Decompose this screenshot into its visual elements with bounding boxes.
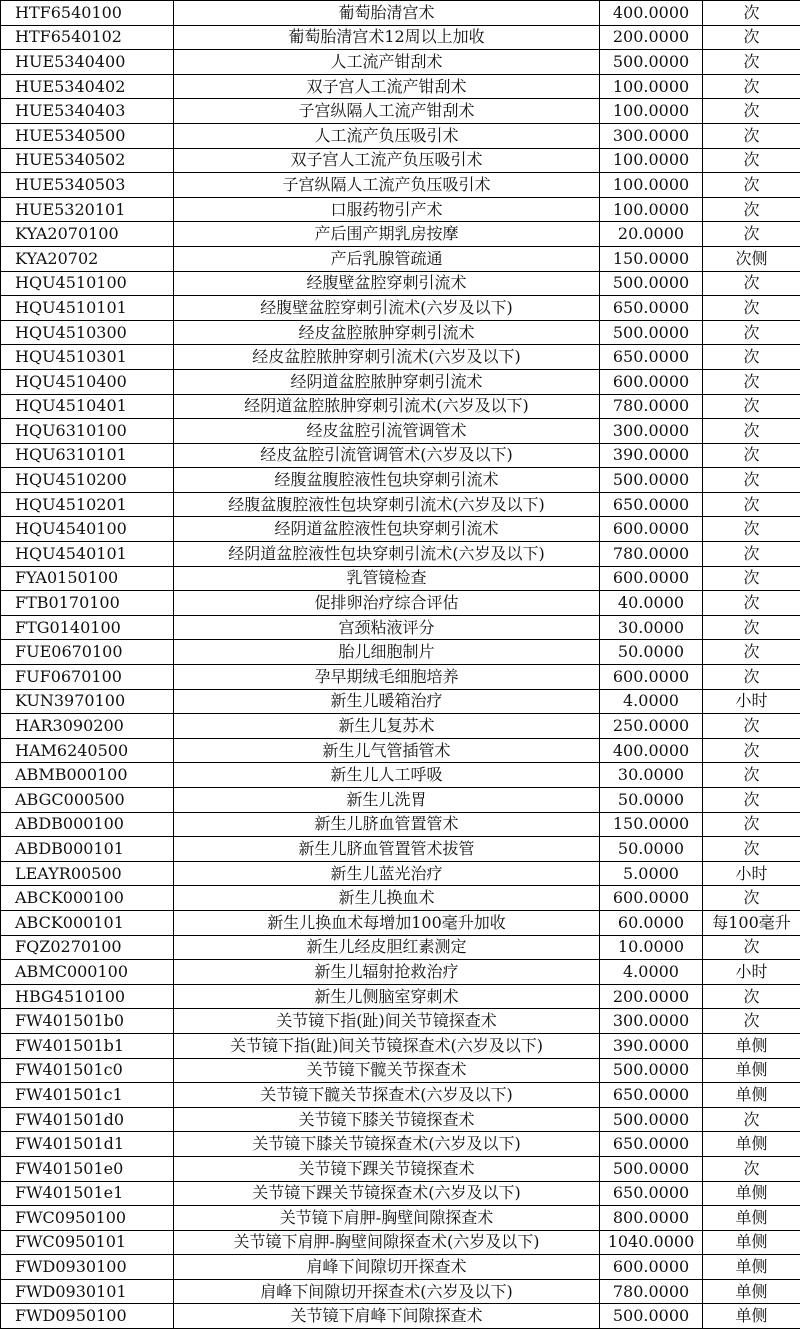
item-unit-cell: 次 xyxy=(703,640,800,665)
item-price-cell: 100.0000 xyxy=(600,74,703,99)
item-code-cell: FWD0930100 xyxy=(1,1255,174,1280)
item-unit-cell: 次 xyxy=(703,591,800,616)
item-name-cell: 子宫纵隔人工流产钳刮术 xyxy=(174,99,600,124)
item-name-cell: 新生儿脐血管置管术 xyxy=(174,812,600,837)
item-name-cell: 经皮盆腔脓肿穿刺引流术 xyxy=(174,320,600,345)
item-name-cell: 孕早期绒毛细胞培养 xyxy=(174,665,600,690)
table-row xyxy=(1,1181,800,1206)
item-price-cell: 650.0000 xyxy=(600,492,703,517)
item-price-cell: 600.0000 xyxy=(600,665,703,690)
item-name-cell: 子宫纵隔人工流产负压吸引术 xyxy=(174,173,600,198)
item-name-cell: 经腹盆腹腔液性包块穿刺引流术(六岁及以下) xyxy=(174,492,600,517)
item-price-cell: 30.0000 xyxy=(600,763,703,788)
item-code-cell: HQU4510200 xyxy=(1,468,174,493)
item-unit-cell: 次 xyxy=(703,320,800,345)
table-row xyxy=(1,1156,800,1181)
item-name-cell: 关节镜下指(趾)间关节镜探查术(六岁及以下) xyxy=(174,1033,600,1058)
item-code-cell: HUE5340502 xyxy=(1,148,174,173)
item-price-cell: 390.0000 xyxy=(600,1033,703,1058)
item-name-cell: 新生儿人工呼吸 xyxy=(174,763,600,788)
item-unit-cell: 次 xyxy=(703,935,800,960)
table-row xyxy=(1,74,800,99)
item-code-cell: HQU4510400 xyxy=(1,369,174,394)
price-table-body xyxy=(1,1,800,1329)
item-code-cell: FUF0670100 xyxy=(1,665,174,690)
item-name-cell: 双子宫人工流产钳刮术 xyxy=(174,74,600,99)
item-code-cell: HQU6310101 xyxy=(1,443,174,468)
item-name-cell: 宫颈粘液评分 xyxy=(174,615,600,640)
table-row xyxy=(1,665,800,690)
table-row xyxy=(1,25,800,50)
table-row xyxy=(1,738,800,763)
item-price-cell: 50.0000 xyxy=(600,640,703,665)
item-name-cell: 关节镜下髋关节探查术 xyxy=(174,1058,600,1083)
table-row xyxy=(1,345,800,370)
item-code-cell: ABDB000101 xyxy=(1,837,174,862)
item-unit-cell: 次 xyxy=(703,369,800,394)
table-row xyxy=(1,468,800,493)
item-code-cell: FWC0950100 xyxy=(1,1206,174,1231)
item-name-cell: 经腹盆腹腔液性包块穿刺引流术 xyxy=(174,468,600,493)
item-unit-cell: 次 xyxy=(703,468,800,493)
item-name-cell: 产后围产期乳房按摩 xyxy=(174,222,600,247)
table-row xyxy=(1,861,800,886)
table-row xyxy=(1,1132,800,1157)
item-price-cell: 600.0000 xyxy=(600,517,703,542)
item-name-cell: 经阴道盆腔液性包块穿刺引流术(六岁及以下) xyxy=(174,542,600,567)
table-row xyxy=(1,99,800,124)
item-price-cell: 4.0000 xyxy=(600,689,703,714)
table-row xyxy=(1,960,800,985)
item-unit-cell: 次 xyxy=(703,271,800,296)
table-row xyxy=(1,320,800,345)
table-row xyxy=(1,419,800,444)
item-name-cell: 促排卵治疗综合评估 xyxy=(174,591,600,616)
table-row xyxy=(1,271,800,296)
item-code-cell: FW401501c0 xyxy=(1,1058,174,1083)
item-name-cell: 新生儿洗胃 xyxy=(174,788,600,813)
item-price-cell: 650.0000 xyxy=(600,296,703,321)
item-price-cell: 500.0000 xyxy=(600,1107,703,1132)
item-unit-cell: 次 xyxy=(703,443,800,468)
table-row xyxy=(1,910,800,935)
table-row xyxy=(1,50,800,75)
item-price-cell: 650.0000 xyxy=(600,1132,703,1157)
item-name-cell: 新生儿侧脑室穿刺术 xyxy=(174,984,600,1009)
table-row xyxy=(1,837,800,862)
item-name-cell: 新生儿蓝光治疗 xyxy=(174,861,600,886)
table-row xyxy=(1,246,800,271)
item-price-cell: 150.0000 xyxy=(600,812,703,837)
item-code-cell: HQU4510301 xyxy=(1,345,174,370)
item-code-cell: FTB0170100 xyxy=(1,591,174,616)
item-code-cell: HAM6240500 xyxy=(1,738,174,763)
item-name-cell: 口服药物引产术 xyxy=(174,197,600,222)
item-name-cell: 葡萄胎清宫术12周以上加收 xyxy=(174,25,600,50)
item-code-cell: FW401501e0 xyxy=(1,1156,174,1181)
item-unit-cell: 次 xyxy=(703,788,800,813)
item-code-cell: HQU4510101 xyxy=(1,296,174,321)
item-code-cell: FW401501d0 xyxy=(1,1107,174,1132)
item-code-cell: HUE5340403 xyxy=(1,99,174,124)
table-row xyxy=(1,1304,800,1329)
item-name-cell: 新生儿脐血管置管术拔管 xyxy=(174,837,600,862)
item-price-cell: 650.0000 xyxy=(600,1083,703,1108)
item-unit-cell: 单侧 xyxy=(703,1255,800,1280)
item-price-cell: 100.0000 xyxy=(600,99,703,124)
item-code-cell: HUE5320101 xyxy=(1,197,174,222)
item-name-cell: 产后乳腺管疏通 xyxy=(174,246,600,271)
item-unit-cell: 单侧 xyxy=(703,1083,800,1108)
item-price-cell: 780.0000 xyxy=(600,1279,703,1304)
item-price-cell: 5.0000 xyxy=(600,861,703,886)
item-unit-cell: 小时 xyxy=(703,960,800,985)
table-row xyxy=(1,1058,800,1083)
table-row xyxy=(1,984,800,1009)
item-unit-cell: 次 xyxy=(703,714,800,739)
item-unit-cell: 次 xyxy=(703,566,800,591)
item-code-cell: HTF6540100 xyxy=(1,1,174,26)
item-unit-cell: 次 xyxy=(703,812,800,837)
item-price-cell: 150.0000 xyxy=(600,246,703,271)
item-code-cell: HQU4510401 xyxy=(1,394,174,419)
item-code-cell: HQU6310100 xyxy=(1,419,174,444)
item-code-cell: KUN3970100 xyxy=(1,689,174,714)
item-unit-cell: 次 xyxy=(703,665,800,690)
item-code-cell: ABDB000100 xyxy=(1,812,174,837)
item-code-cell: HTF6540102 xyxy=(1,25,174,50)
item-price-cell: 400.0000 xyxy=(600,738,703,763)
item-price-cell: 500.0000 xyxy=(600,468,703,493)
item-price-cell: 10.0000 xyxy=(600,935,703,960)
item-unit-cell: 单侧 xyxy=(703,1230,800,1255)
item-price-cell: 100.0000 xyxy=(600,173,703,198)
item-name-cell: 关节镜下肩胛-胸壁间隙探查术(六岁及以下) xyxy=(174,1230,600,1255)
item-price-cell: 500.0000 xyxy=(600,50,703,75)
table-row xyxy=(1,197,800,222)
item-price-cell: 30.0000 xyxy=(600,615,703,640)
item-unit-cell: 次 xyxy=(703,1009,800,1034)
item-name-cell: 经腹壁盆腔穿刺引流术(六岁及以下) xyxy=(174,296,600,321)
item-code-cell: HUE5340500 xyxy=(1,123,174,148)
item-name-cell: 经腹壁盆腔穿刺引流术 xyxy=(174,271,600,296)
item-code-cell: KYA2070100 xyxy=(1,222,174,247)
item-price-cell: 400.0000 xyxy=(600,1,703,26)
item-price-cell: 500.0000 xyxy=(600,271,703,296)
item-unit-cell: 次 xyxy=(703,1156,800,1181)
table-row xyxy=(1,1255,800,1280)
item-code-cell: FW401501c1 xyxy=(1,1083,174,1108)
item-unit-cell: 小时 xyxy=(703,861,800,886)
item-unit-cell: 次 xyxy=(703,1,800,26)
item-name-cell: 经皮盆腔引流管调管术(六岁及以下) xyxy=(174,443,600,468)
item-unit-cell: 单侧 xyxy=(703,1132,800,1157)
table-row xyxy=(1,935,800,960)
item-name-cell: 人工流产负压吸引术 xyxy=(174,123,600,148)
item-price-cell: 60.0000 xyxy=(600,910,703,935)
table-row xyxy=(1,443,800,468)
item-code-cell: ABCK000100 xyxy=(1,886,174,911)
item-code-cell: ABCK000101 xyxy=(1,910,174,935)
table-row xyxy=(1,1033,800,1058)
item-code-cell: FW401501b0 xyxy=(1,1009,174,1034)
table-row xyxy=(1,296,800,321)
item-price-cell: 800.0000 xyxy=(600,1206,703,1231)
table-row xyxy=(1,492,800,517)
item-unit-cell: 次 xyxy=(703,984,800,1009)
item-price-cell: 50.0000 xyxy=(600,837,703,862)
item-unit-cell: 单侧 xyxy=(703,1206,800,1231)
table-row xyxy=(1,788,800,813)
item-name-cell: 新生儿暖箱治疗 xyxy=(174,689,600,714)
item-price-cell: 40.0000 xyxy=(600,591,703,616)
item-name-cell: 新生儿经皮胆红素测定 xyxy=(174,935,600,960)
table-row xyxy=(1,886,800,911)
table-row xyxy=(1,615,800,640)
item-name-cell: 关节镜下肩胛-胸壁间隙探查术 xyxy=(174,1206,600,1231)
item-name-cell: 经阴道盆腔脓肿穿刺引流术 xyxy=(174,369,600,394)
item-price-cell: 500.0000 xyxy=(600,1058,703,1083)
item-code-cell: FQZ0270100 xyxy=(1,935,174,960)
item-code-cell: LEAYR00500 xyxy=(1,861,174,886)
item-unit-cell: 次 xyxy=(703,837,800,862)
item-name-cell: 经阴道盆腔液性包块穿刺引流术 xyxy=(174,517,600,542)
item-unit-cell: 次 xyxy=(703,615,800,640)
item-price-cell: 300.0000 xyxy=(600,1009,703,1034)
item-name-cell: 肩峰下间隙切开探查术 xyxy=(174,1255,600,1280)
item-price-cell: 390.0000 xyxy=(600,443,703,468)
item-price-cell: 300.0000 xyxy=(600,419,703,444)
item-code-cell: ABGC000500 xyxy=(1,788,174,813)
item-name-cell: 关节镜下踝关节镜探查术 xyxy=(174,1156,600,1181)
item-unit-cell: 次 xyxy=(703,394,800,419)
table-row xyxy=(1,689,800,714)
item-code-cell: FTG0140100 xyxy=(1,615,174,640)
item-unit-cell: 次 xyxy=(703,492,800,517)
item-price-cell: 1040.0000 xyxy=(600,1230,703,1255)
item-name-cell: 肩峰下间隙切开探查术(六岁及以下) xyxy=(174,1279,600,1304)
item-price-cell: 650.0000 xyxy=(600,1181,703,1206)
table-row xyxy=(1,173,800,198)
item-name-cell: 新生儿复苏术 xyxy=(174,714,600,739)
item-price-cell: 100.0000 xyxy=(600,197,703,222)
item-code-cell: HQU4510201 xyxy=(1,492,174,517)
item-code-cell: HUE5340402 xyxy=(1,74,174,99)
item-price-cell: 600.0000 xyxy=(600,1255,703,1280)
item-unit-cell: 次 xyxy=(703,148,800,173)
table-row xyxy=(1,517,800,542)
table-row xyxy=(1,123,800,148)
item-name-cell: 葡萄胎清宫术 xyxy=(174,1,600,26)
table-row xyxy=(1,542,800,567)
item-unit-cell: 单侧 xyxy=(703,1058,800,1083)
item-unit-cell: 单侧 xyxy=(703,1304,800,1329)
table-row xyxy=(1,1,800,26)
item-code-cell: HQU4540100 xyxy=(1,517,174,542)
item-name-cell: 关节镜下髋关节探查术(六岁及以下) xyxy=(174,1083,600,1108)
table-row xyxy=(1,1107,800,1132)
item-code-cell: ABMB000100 xyxy=(1,763,174,788)
item-price-cell: 250.0000 xyxy=(600,714,703,739)
item-unit-cell: 次 xyxy=(703,517,800,542)
item-unit-cell: 次 xyxy=(703,25,800,50)
item-name-cell: 经皮盆腔脓肿穿刺引流术(六岁及以下) xyxy=(174,345,600,370)
item-unit-cell: 每100毫升 xyxy=(703,910,800,935)
table-row xyxy=(1,148,800,173)
item-code-cell: FUE0670100 xyxy=(1,640,174,665)
item-unit-cell: 次 xyxy=(703,197,800,222)
item-code-cell: HAR3090200 xyxy=(1,714,174,739)
item-unit-cell: 次 xyxy=(703,296,800,321)
item-unit-cell: 单侧 xyxy=(703,1181,800,1206)
item-code-cell: HBG4510100 xyxy=(1,984,174,1009)
table-row xyxy=(1,566,800,591)
table-row xyxy=(1,591,800,616)
item-price-cell: 600.0000 xyxy=(600,566,703,591)
item-unit-cell: 单侧 xyxy=(703,1033,800,1058)
item-name-cell: 新生儿换血术 xyxy=(174,886,600,911)
item-code-cell: HQU4510100 xyxy=(1,271,174,296)
item-price-cell: 650.0000 xyxy=(600,345,703,370)
item-name-cell: 双子宫人工流产负压吸引术 xyxy=(174,148,600,173)
table-row xyxy=(1,1083,800,1108)
item-price-cell: 780.0000 xyxy=(600,542,703,567)
table-row xyxy=(1,222,800,247)
table-row xyxy=(1,763,800,788)
table-row xyxy=(1,640,800,665)
item-name-cell: 经阴道盆腔脓肿穿刺引流术(六岁及以下) xyxy=(174,394,600,419)
table-row xyxy=(1,394,800,419)
item-unit-cell: 次 xyxy=(703,123,800,148)
item-name-cell: 关节镜下踝关节镜探查术(六岁及以下) xyxy=(174,1181,600,1206)
item-unit-cell: 次 xyxy=(703,222,800,247)
item-unit-cell: 单侧 xyxy=(703,1279,800,1304)
item-unit-cell: 次 xyxy=(703,738,800,763)
item-code-cell: HQU4510300 xyxy=(1,320,174,345)
item-unit-cell: 次 xyxy=(703,345,800,370)
item-code-cell: HQU4540101 xyxy=(1,542,174,567)
item-unit-cell: 次 xyxy=(703,74,800,99)
item-unit-cell: 次 xyxy=(703,419,800,444)
table-row xyxy=(1,1279,800,1304)
item-unit-cell: 次 xyxy=(703,173,800,198)
table-row xyxy=(1,1230,800,1255)
item-price-cell: 50.0000 xyxy=(600,788,703,813)
item-price-cell: 600.0000 xyxy=(600,886,703,911)
table-row xyxy=(1,1009,800,1034)
item-price-cell: 500.0000 xyxy=(600,320,703,345)
item-name-cell: 胎儿细胞制片 xyxy=(174,640,600,665)
item-code-cell: FW401501d1 xyxy=(1,1132,174,1157)
item-unit-cell: 次 xyxy=(703,763,800,788)
item-code-cell: FW401501b1 xyxy=(1,1033,174,1058)
item-code-cell: HUE5340400 xyxy=(1,50,174,75)
table-row xyxy=(1,714,800,739)
table-row xyxy=(1,369,800,394)
item-unit-cell: 次 xyxy=(703,542,800,567)
item-price-cell: 600.0000 xyxy=(600,369,703,394)
item-name-cell: 人工流产钳刮术 xyxy=(174,50,600,75)
item-unit-cell: 次 xyxy=(703,1107,800,1132)
item-name-cell: 经皮盆腔引流管调管术 xyxy=(174,419,600,444)
item-code-cell: FWD0950100 xyxy=(1,1304,174,1329)
item-code-cell: FW401501e1 xyxy=(1,1181,174,1206)
item-price-cell: 200.0000 xyxy=(600,984,703,1009)
item-code-cell: HUE5340503 xyxy=(1,173,174,198)
item-price-cell: 200.0000 xyxy=(600,25,703,50)
item-unit-cell: 次侧 xyxy=(703,246,800,271)
item-unit-cell: 小时 xyxy=(703,689,800,714)
item-name-cell: 乳管镜检查 xyxy=(174,566,600,591)
item-name-cell: 新生儿换血术每增加100毫升加收 xyxy=(174,910,600,935)
item-name-cell: 关节镜下膝关节镜探查术 xyxy=(174,1107,600,1132)
item-code-cell: FWD0930101 xyxy=(1,1279,174,1304)
item-price-cell: 100.0000 xyxy=(600,148,703,173)
item-name-cell: 关节镜下膝关节镜探查术(六岁及以下) xyxy=(174,1132,600,1157)
item-unit-cell: 次 xyxy=(703,886,800,911)
item-price-cell: 300.0000 xyxy=(600,123,703,148)
item-code-cell: FWC0950101 xyxy=(1,1230,174,1255)
item-price-cell: 4.0000 xyxy=(600,960,703,985)
item-price-cell: 500.0000 xyxy=(600,1304,703,1329)
item-name-cell: 新生儿辐射抢救治疗 xyxy=(174,960,600,985)
item-price-cell: 500.0000 xyxy=(600,1156,703,1181)
table-row xyxy=(1,1206,800,1231)
item-name-cell: 新生儿气管插管术 xyxy=(174,738,600,763)
item-code-cell: ABMC000100 xyxy=(1,960,174,985)
item-code-cell: KYA20702 xyxy=(1,246,174,271)
item-price-cell: 780.0000 xyxy=(600,394,703,419)
item-price-cell: 20.0000 xyxy=(600,222,703,247)
table-row xyxy=(1,812,800,837)
item-code-cell: FYA0150100 xyxy=(1,566,174,591)
item-name-cell: 关节镜下指(趾)间关节镜探查术 xyxy=(174,1009,600,1034)
item-name-cell: 关节镜下肩峰下间隙探查术 xyxy=(174,1304,600,1329)
item-unit-cell: 次 xyxy=(703,99,800,124)
item-unit-cell: 次 xyxy=(703,50,800,75)
